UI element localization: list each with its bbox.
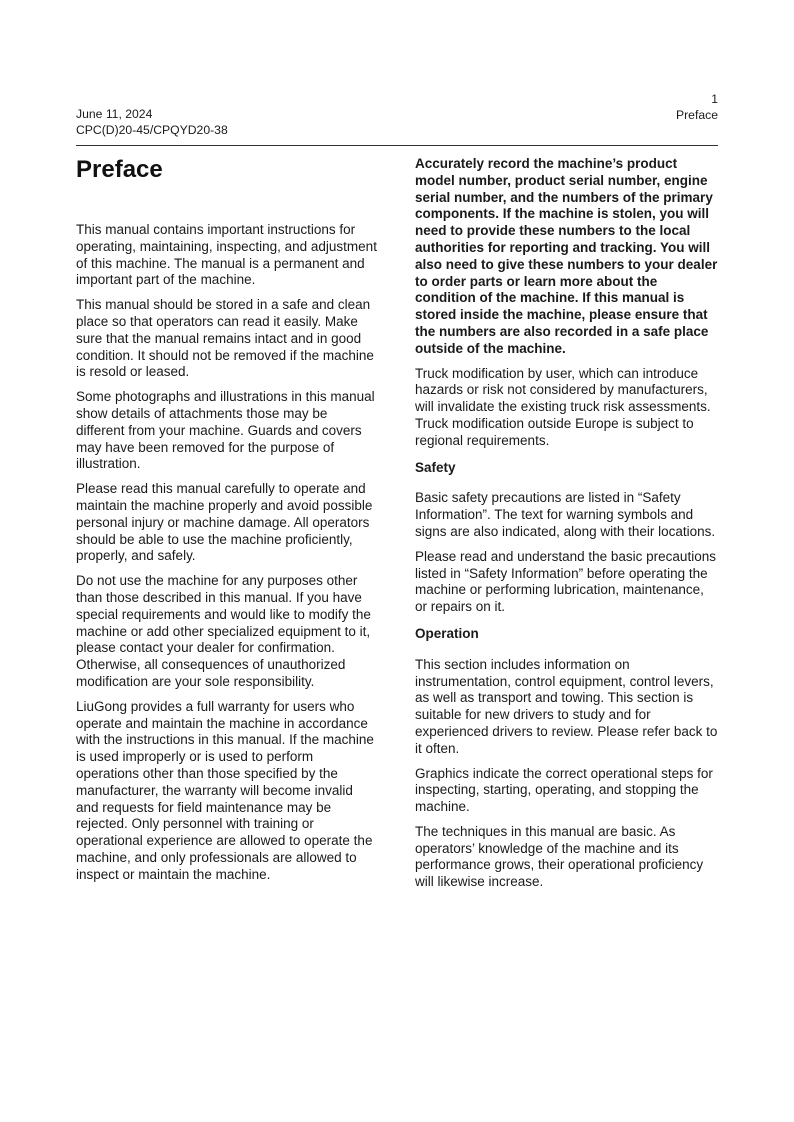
paragraph: Basic safety precautions are listed in “Safety Information”. The text for warning symbols and signs are also indicated, along with their locations. — [415, 490, 716, 539]
operation-heading: Operation — [415, 625, 479, 641]
paragraph: Graphics indicate the correct operational steps for inspecting, starting, operating, and stopping the machine. — [415, 765, 713, 815]
header-section: Preface — [675, 107, 718, 122]
header-page-number: 1 — [711, 92, 718, 106]
paragraph: Do not use the machine for any purposes other than those described in this manual. If you have special requirements and would like to modify the machine or add other specialized equipment to it, please contact your dealer for confirmation. Otherwise, all consequences of unauthorized modification are your sole responsibility. — [76, 573, 371, 689]
left-column — [76, 156, 378, 891]
paragraph: Some photographs and illustrations in this manual show details of attachments those may be different from your machine. Guards and covers may have been removed for the purpose of illustration. — [76, 389, 375, 472]
paragraph: This manual should be stored in a safe and clean place so that operators can read it easily. Make sure that the manual remains intact and in good condition. It should not be removed if the machine is resold or leased. — [76, 297, 374, 380]
header-model: CPC(D)20-45/CPQYD20-38 — [76, 122, 228, 137]
paragraph: LiuGong provides a full warranty for users who operate and maintain the machine in accordance with the instructions in this manual. If the machine is used improperly or is used to perform operations other than those specified by the manufacturer, the warranty will become invalid and requests for field maintenance may be rejected. Only personnel with training or operational experience are allowed to operate the machine, and only professionals are allowed to inspect or maintain the machine. — [76, 698, 374, 882]
paragraph: The techniques in this manual are basic. As operators’ knowledge of the machine and its performance grows, their operational proficiency will likewise increase. — [415, 823, 704, 890]
right-column — [415, 156, 719, 899]
serial-number-notice: Accurately record the machine’s product model number, product serial number, engine serial number, and the numbers of the primary components. If the machine is stolen, you will need to provide these numbers to the local authorities for reporting and tracking. You will also need to give these numbers to your dealer to order parts or learn more about the condition of the machine. If this manual is stored inside the machine, please ensure that the numbers are also recorded in a safe place outside of the machine. — [415, 156, 718, 356]
safety-heading: Safety — [415, 459, 456, 475]
paragraph: This section includes information on instrumentation, control equipment, control levers, as well as transport and towing. This section is suitable for new drivers to study and for experienced drivers to review. Please refer back to it often. — [415, 656, 718, 756]
paragraph: This manual contains important instructions for operating, maintaining, inspecting, and adjustment of this machine. The manual is a permanent and important part of the machine. — [76, 222, 377, 288]
page-header — [76, 92, 718, 146]
paragraph: Please read and understand the basic precautions listed in “Safety Information” before operating the machine or performing lubrication, maintenance, or repairs on it. — [415, 548, 716, 615]
paragraph: Please read this manual carefully to operate and maintain the machine properly and avoid possible personal injury or machine damage. All operators should be able to use the machine proficiently, properly, and safely. — [76, 481, 373, 564]
page-title: Preface — [76, 156, 163, 183]
header-date: June 11, 2024 — [76, 107, 153, 121]
header-right — [676, 92, 718, 123]
header-left — [76, 107, 228, 138]
modification-note: Truck modification by user, which can introduce hazards or risk not considered by manufacturers, will invalidate the existing truck risk assessments. Truck modification outside Europe is subject to regional requirements. — [415, 365, 711, 448]
